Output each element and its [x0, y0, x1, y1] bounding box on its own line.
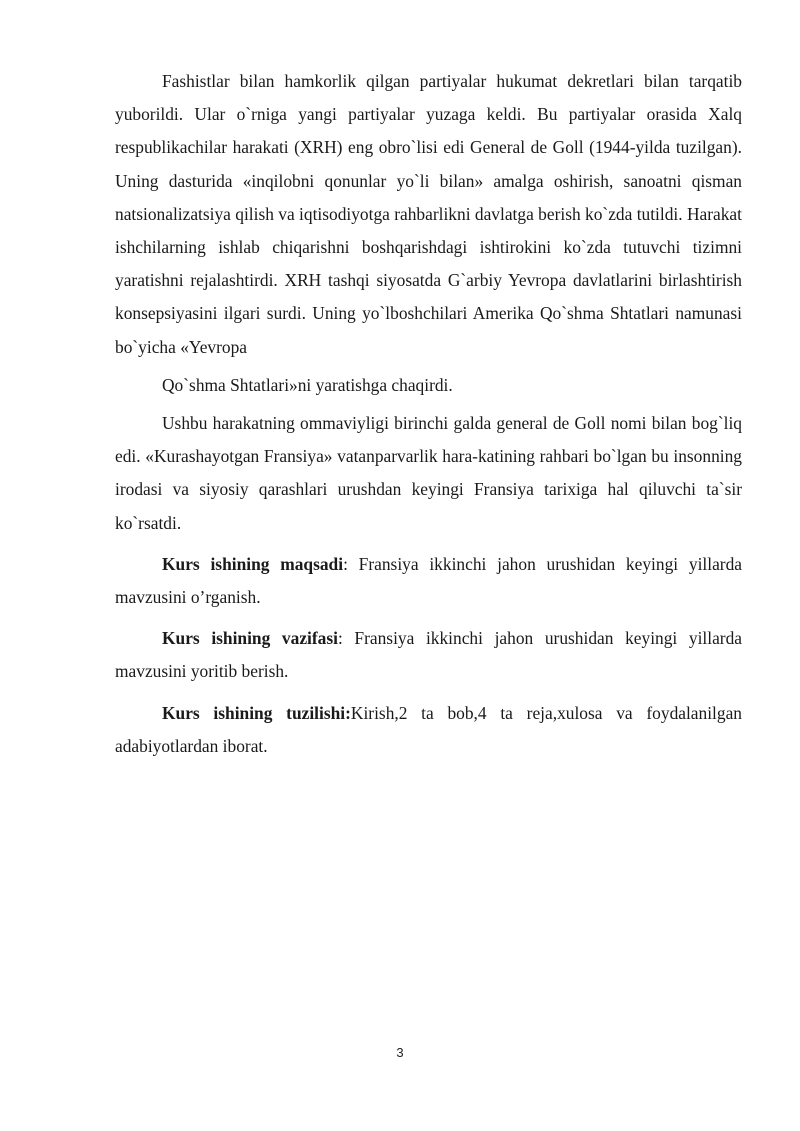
paragraph-usa-call: Qo`shma Shtatlari»ni yaratishga chaqirdi. [162, 374, 453, 395]
page-number: 3 [396, 1045, 404, 1060]
task-text: : Fransiya ikkinchi jahon urushidan keyingi yillarda mavzusini yoritib berish. [115, 628, 742, 682]
paragraph-parties: Fashistlar bilan hamkorlik qilgan partiyalar hukumat dekretlari bilan tarqatib yuborildi. Ular o`rniga yangi partiyalar yuzaga keldi. Bu partiyalar orasida Xalq respublikachilar harakati (XRH) eng obro`lisi edi General de Goll (1944-yilda tuzilgan). Uning dasturida «inqilobni qonunlar yo`li bilan» amalga oshirish, sanoatni qisman natsionalizatsiya qilish va iqtisodiyotga rahbarlikni davlatga berish ko`zda tutildi. Harakat ishchilarning ishlab chiqarishni boshqarishdagi ishtirokini ko`zda tutuvchi tizimni yaratishni rejalashtirdi. XRH tashqi siyosatda G`arbiy Yevropa davlatlarini birlashtirish konsepsiyasini ilgari surdi. Uning yo`lboshchilari Amerika Qo`shma Shtatlari namunasi bo`yicha «Yevropa [115, 71, 742, 357]
document-page [115, 65, 742, 763]
paragraph-task [115, 622, 742, 688]
task-label: Kurs ishining vazifasi [162, 628, 338, 649]
paragraph-structure [115, 697, 742, 763]
paragraph-goal [115, 548, 742, 614]
goal-text: : Fransiya ikkinchi jahon urushidan keyingi yillarda mavzusini o’rganish. [115, 553, 742, 608]
paragraph-de-gaulle: Ushbu harakatning ommaviyligi birinchi galda general de Goll nomi bilan bog`liq edi. «Kurashayotgan Fransiya» vatanparvarlik hara-katining rahbari bo`lgan bu insonning irodasi va siyosiy qarashlari urushdan keyingi Fransiya tarixiga hal qiluvchi ta`sir ko`rsatdi. [115, 413, 742, 533]
structure-text: Kirish,2 ta bob,4 ta reja,xulosa va foydalanilgan adabiyotlardan iborat. [115, 702, 742, 756]
goal-label: Kurs ishining maqsadi [162, 553, 344, 574]
structure-label: Kurs ishining tuzilishi: [162, 702, 351, 723]
